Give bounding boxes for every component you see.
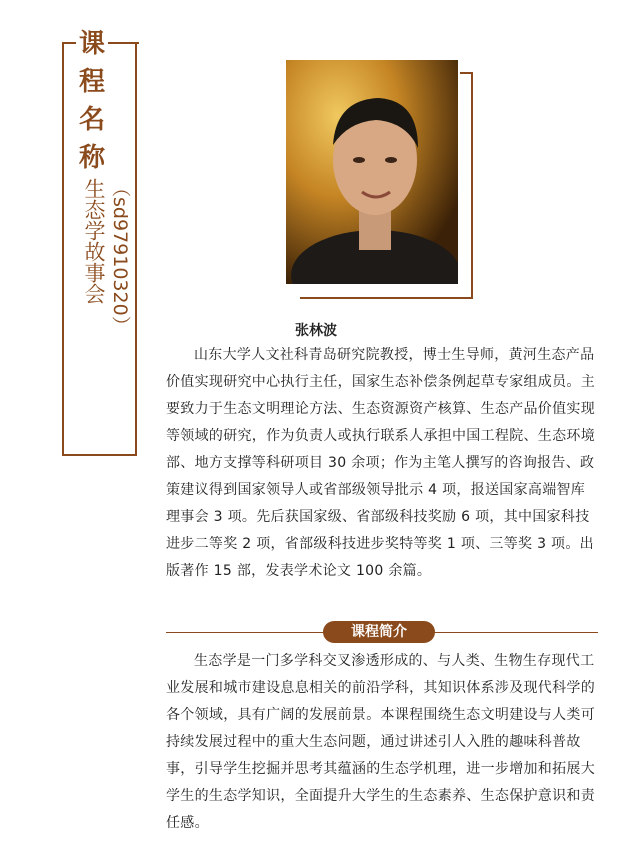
photo-frame-top	[460, 72, 473, 74]
course-name-heading	[76, 25, 108, 177]
course-code: （sd97910320）	[109, 178, 131, 335]
heading-char: 称	[78, 143, 105, 173]
sidebar-frame-top-left	[62, 42, 76, 44]
course-intro: 生态学是一门多学科交叉渗透形成的、与人类、生物生存现代工业发展和城市建设息息相关的前沿学科，其知识体系涉及现代科学的各个领域，具有广阔的发展前景。本课程围绕生态文明建设与人类可持续发展过程中的重大生态问题，通过讲述引人入胜的趣味科普故事，引导学生挖掘并思考其蕴涵的生态学机理，进一步增加和拓展大学生的生态学知识，全面提升大学生的生态素养、生态保护意识和责任感。	[166, 653, 595, 831]
heading-char: 程	[78, 67, 105, 97]
heading-char: 名	[78, 105, 105, 135]
sidebar-frame-top-right	[108, 42, 139, 44]
instructor-photo	[286, 60, 458, 284]
course-title: 生态学故事会	[82, 178, 106, 304]
portrait-photo	[286, 60, 458, 284]
instructor-name: 张林波	[295, 323, 337, 339]
instructor-bio: 山东大学人文社科青岛研究院教授，博士生导师，黄河生态产品价值实现研究中心执行主任，国家生态补偿条例起草专家组成员。主要致力于生态文明理论方法、生态资源资产核算、生态产品价值实现等领域的研究，作为负责人或执行联系人承担中国工程院、生态环境部、地方支撑等科研项目 30 余项；作为主笔人撰写的咨询报告、政策建议得到国家领导人或省部级领导批示 4 项，报送国家高端智库理事会 3 项。先后获国家级、省部级科技奖励 6 项，其中国家科技进步二等奖 2 项，省部级科技进步奖特等奖 1 项、三等奖 3 项。出版著作 15 部，发表学术论文 100 余篇。	[166, 347, 595, 579]
heading-char: 课	[78, 29, 105, 59]
section-badge-course-intro: 课程简介	[323, 621, 435, 643]
